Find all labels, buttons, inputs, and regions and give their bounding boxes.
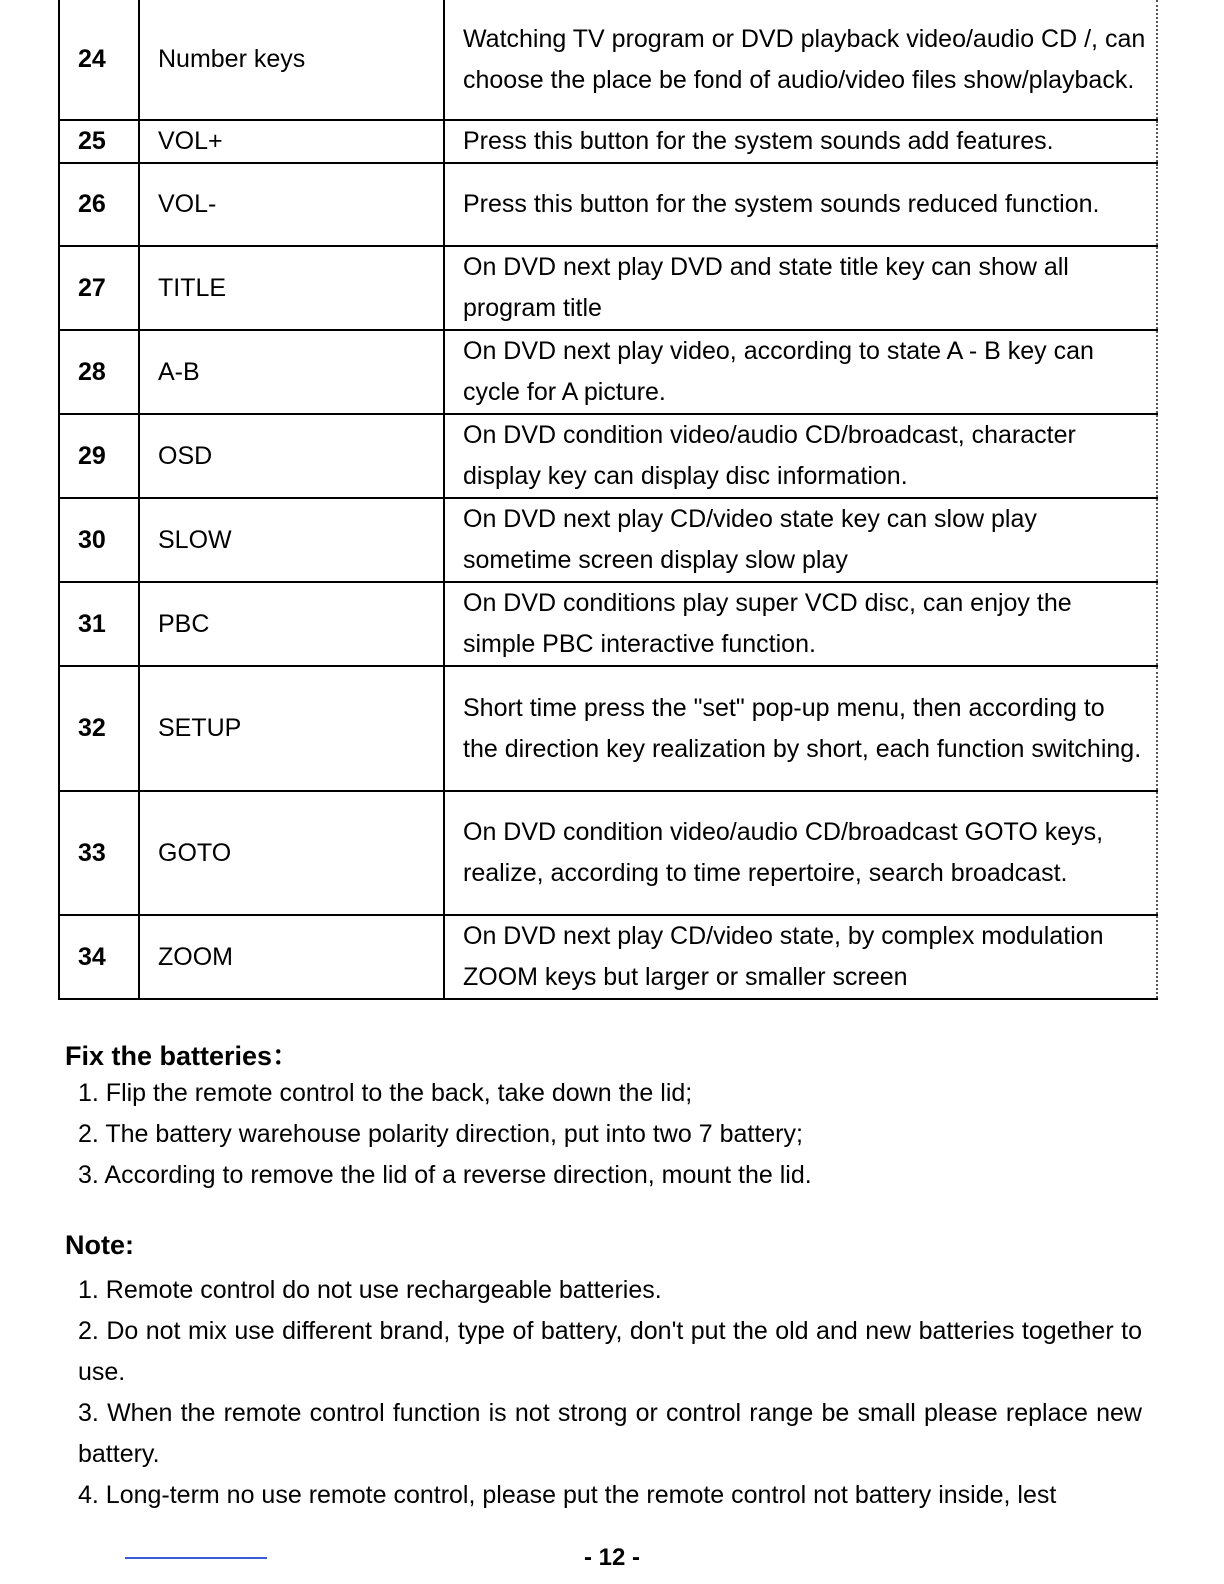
key-name: PBC [139, 582, 444, 666]
table-row [59, 498, 1157, 582]
key-number: 25 [59, 120, 139, 163]
key-description: On DVD condition video/audio CD/broadcast GOTO keys, realize, according to time repertoire, search broadcast. [444, 791, 1157, 915]
key-name: SETUP [139, 666, 444, 791]
key-name: ZOOM [139, 915, 444, 999]
key-number: 27 [59, 246, 139, 330]
key-description: On DVD next play CD/video state key can slow play sometime screen display slow play [444, 498, 1157, 582]
battery-steps-list [78, 1073, 1142, 1196]
list-item: 1. Flip the remote control to the back, take down the lid; [78, 1079, 693, 1107]
key-number: 26 [59, 163, 139, 246]
table-row [59, 666, 1157, 791]
table-row [59, 120, 1157, 163]
key-number: 33 [59, 791, 139, 915]
key-name: VOL+ [139, 120, 444, 163]
table-row [59, 163, 1157, 246]
remote-keys-table [58, 0, 1158, 1000]
key-number: 30 [59, 498, 139, 582]
key-number: 32 [59, 666, 139, 791]
key-description: On DVD next play DVD and state title key can show all program title [444, 246, 1157, 330]
key-name: OSD [139, 414, 444, 498]
key-number: 29 [59, 414, 139, 498]
list-item: 4. Long-term no use remote control, please put the remote control not battery inside, lest [78, 1481, 1057, 1509]
table-row [59, 246, 1157, 330]
table-row [59, 0, 1157, 120]
table-row [59, 414, 1157, 498]
key-description: Press this button for the system sounds add features. [444, 120, 1157, 163]
list-item: 3. When the remote control function is not strong or control range be small please replace new battery. [78, 1399, 1142, 1468]
key-number: 34 [59, 915, 139, 999]
key-description: Short time press the "set" pop-up menu, then according to the direction key realization by short, each function switching. [444, 666, 1157, 791]
key-description: On DVD next play video, according to state A - B key can cycle for A picture. [444, 330, 1157, 414]
key-name: A-B [139, 330, 444, 414]
list-item: 2. The battery warehouse polarity direction, put into two 7 battery; [78, 1120, 803, 1148]
key-name: SLOW [139, 498, 444, 582]
batteries-heading: Fix the batteries： [65, 1041, 300, 1071]
key-description: On DVD next play CD/video state, by complex modulation ZOOM keys but larger or smaller screen [444, 915, 1157, 999]
list-item: 3. According to remove the lid of a reverse direction, mount the lid. [78, 1161, 812, 1189]
key-description: Watching TV program or DVD playback video/audio CD /, can choose the place be fond of audio/video files show/playback. [444, 0, 1157, 120]
key-description: Press this button for the system sounds reduced function. [444, 163, 1157, 246]
list-item: 2. Do not mix use different brand, type of battery, don't put the old and new batteries together to use. [78, 1317, 1142, 1386]
table-row [59, 582, 1157, 666]
page-number: - 12 - [583, 1544, 640, 1571]
table-row [59, 915, 1157, 999]
key-number: 24 [59, 0, 139, 120]
key-number: 31 [59, 582, 139, 666]
note-list [78, 1270, 1142, 1516]
key-description: On DVD conditions play super VCD disc, can enjoy the simple PBC interactive function. [444, 582, 1157, 666]
note-heading: Note: [65, 1230, 134, 1260]
key-description: On DVD condition video/audio CD/broadcast, character display key can display disc information. [444, 414, 1157, 498]
key-number: 28 [59, 330, 139, 414]
key-name: GOTO [139, 791, 444, 915]
table-row [59, 330, 1157, 414]
key-name: TITLE [139, 246, 444, 330]
key-name: Number keys [139, 0, 444, 120]
table-row [59, 791, 1157, 915]
list-item: 1. Remote control do not use rechargeable batteries. [78, 1276, 662, 1304]
key-name: VOL- [139, 163, 444, 246]
